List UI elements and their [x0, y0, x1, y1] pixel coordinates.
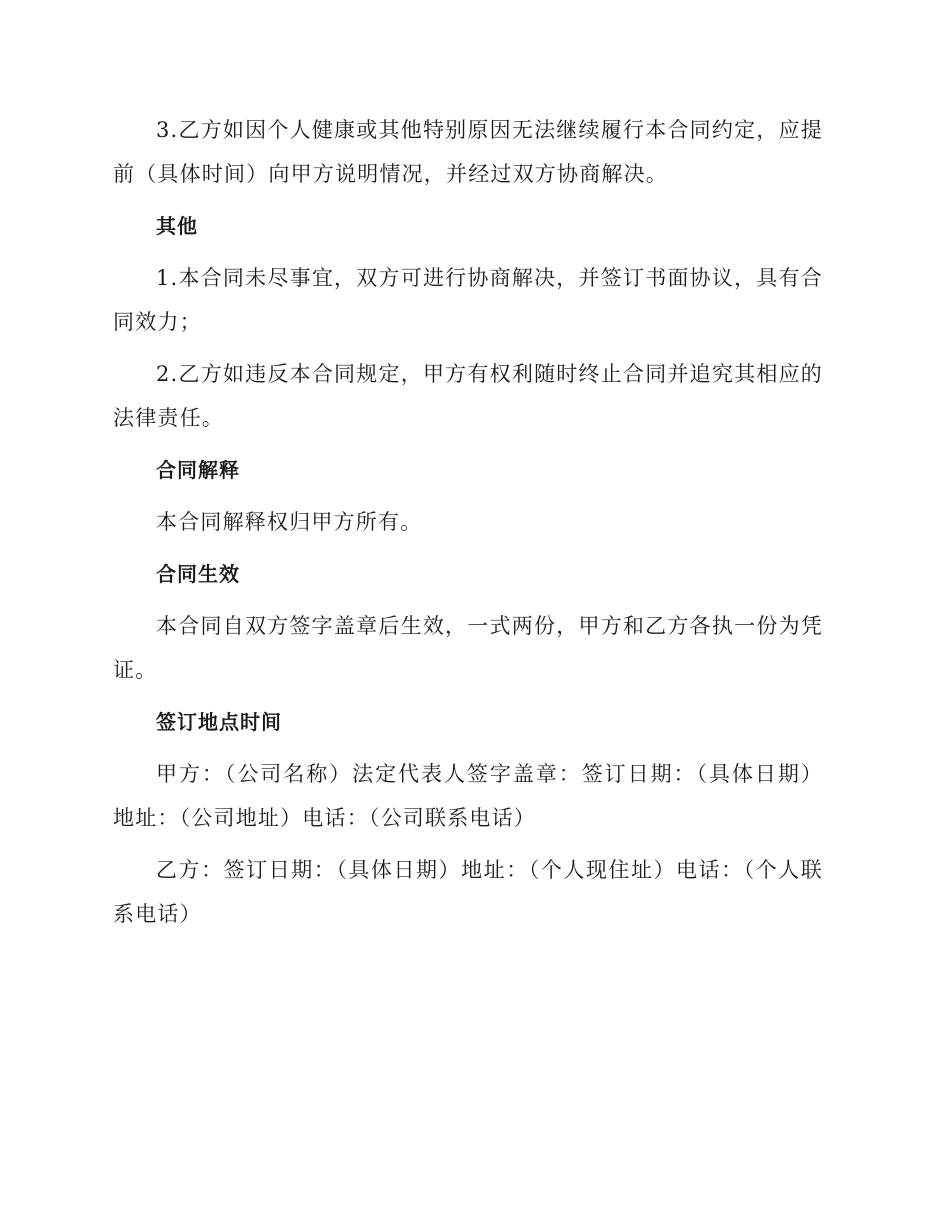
other-clause-2-paragraph: 2.乙方如违反本合同规定，甲方有权利随时终止合同并追究其相应的法律责任。 — [113, 362, 823, 430]
other-clause-1-paragraph: 1.本合同未尽事宜，双方可进行协商解决，并签订书面协议，具有合同效力； — [113, 266, 823, 334]
party-b-signing-paragraph: 乙方：签订日期：（具体日期）地址：（个人现住址）电话：（个人联系电话） — [113, 858, 823, 926]
clause-3-paragraph: 3.乙方如因个人健康或其他特别原因无法继续履行本合同约定，应提前（具体时间）向甲方说明情况，并经过双方协商解决。 — [113, 118, 823, 186]
interpretation-paragraph: 本合同解释权归甲方所有。 — [156, 510, 423, 534]
effect-paragraph: 本合同自双方签字盖章后生效，一式两份，甲方和乙方各执一份为凭证。 — [113, 614, 823, 682]
party-a-signing-paragraph: 甲方：（公司名称）法定代表人签字盖章：签订日期：（具体日期）地址：（公司地址）电话：（公司联系电话） — [113, 762, 823, 830]
interpretation-heading: 合同解释 — [156, 458, 240, 482]
other-heading: 其他 — [156, 214, 198, 238]
signing-heading: 签订地点时间 — [156, 710, 282, 734]
effect-heading: 合同生效 — [156, 562, 240, 586]
document-body — [113, 108, 823, 944]
